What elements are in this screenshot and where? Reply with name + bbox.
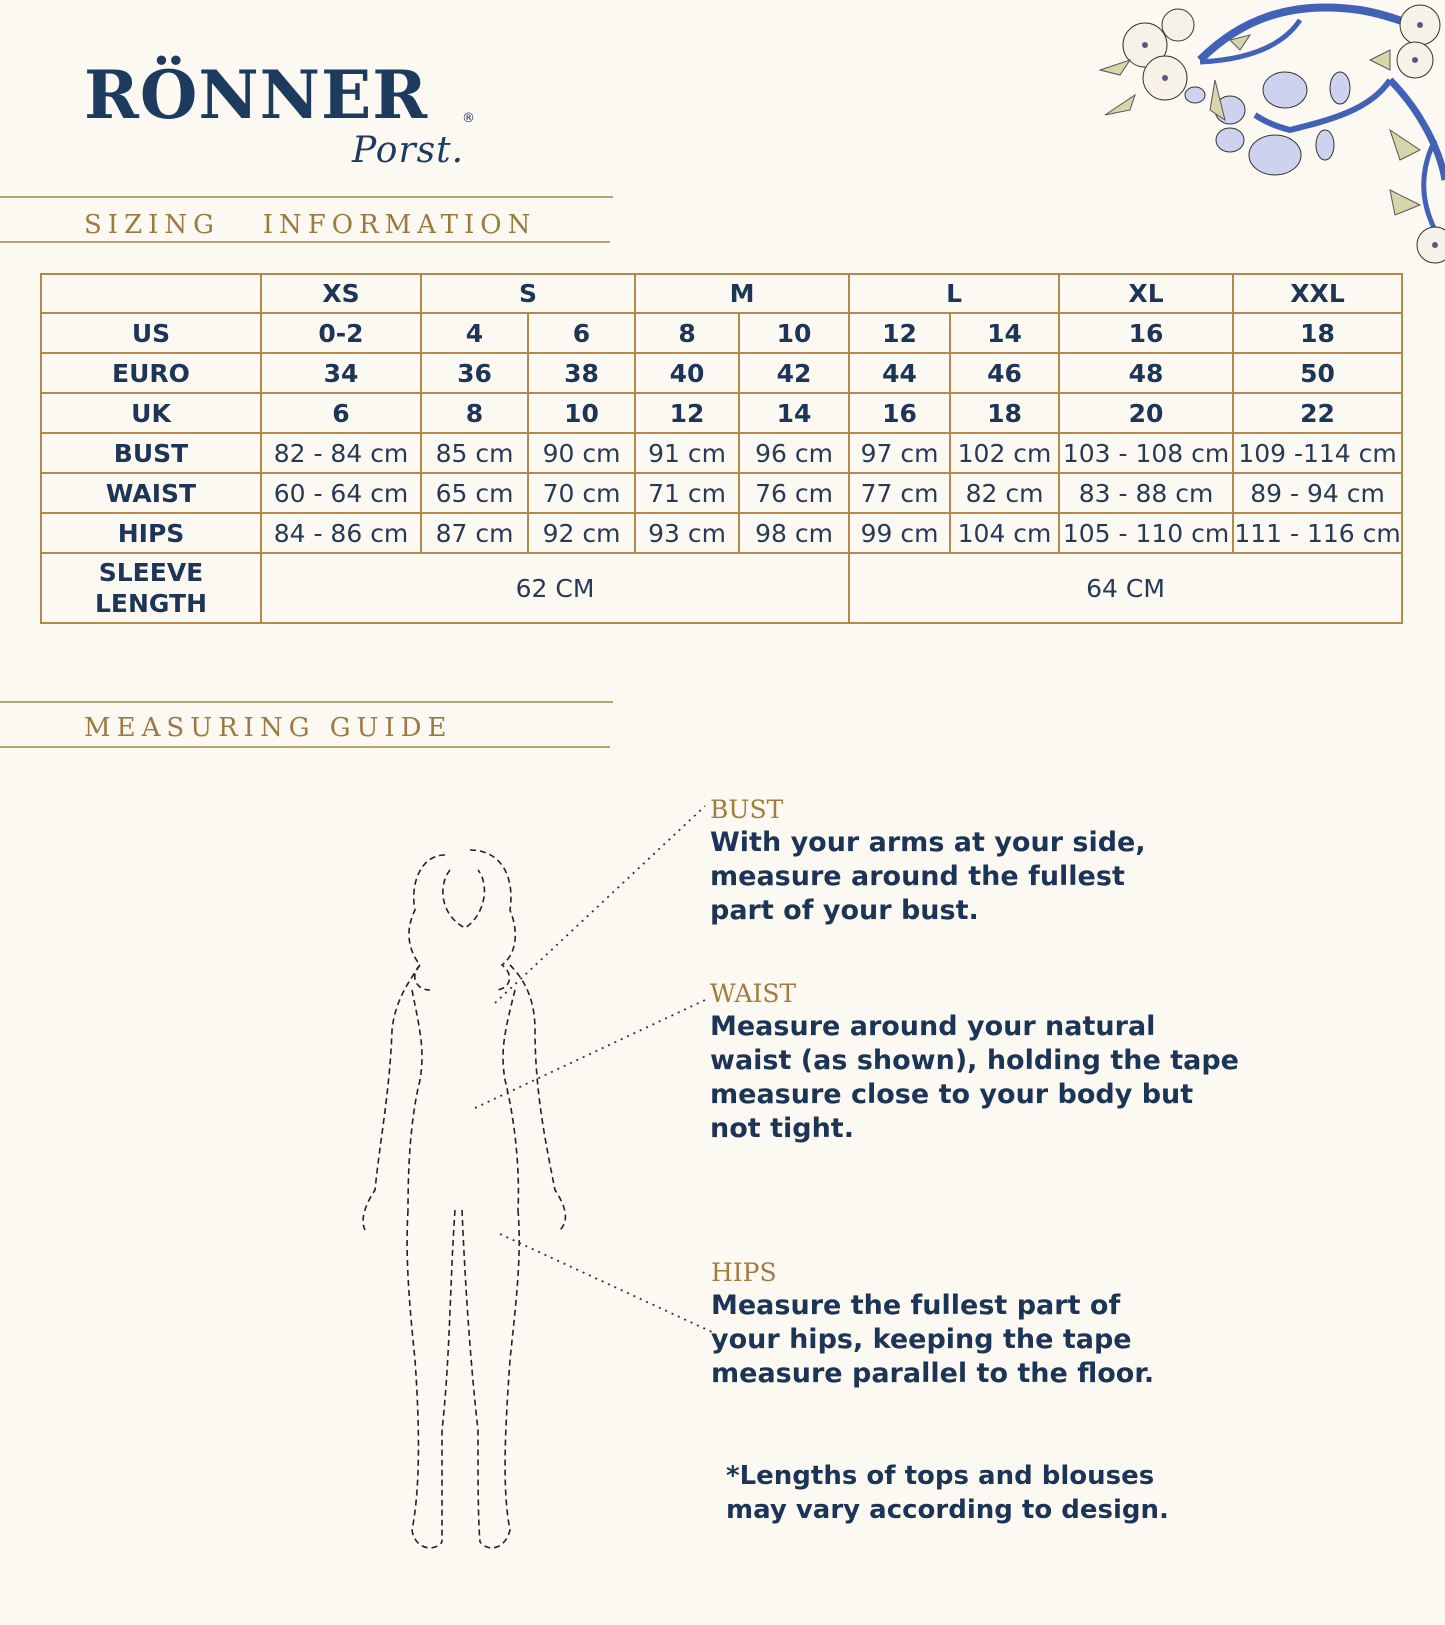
guide-text-waist: [710, 1010, 1239, 1146]
design-note: [726, 1459, 1169, 1527]
table-cell: 90 cm: [528, 433, 635, 473]
table-cell: 71 cm: [635, 473, 739, 513]
brand-subtitle: Porst.: [352, 130, 465, 171]
row-label: WAIST: [41, 473, 261, 513]
table-cell: 65 cm: [421, 473, 528, 513]
guide-line: measure close to your body but: [710, 1079, 1194, 1110]
brand-logo: RÖNNER: [84, 56, 429, 134]
sleeve-value-xs-m: 62 CM: [261, 553, 849, 623]
table-cell: 16: [1059, 313, 1233, 353]
table-cell: 89 - 94 cm: [1233, 473, 1402, 513]
table-cell: 14: [950, 313, 1059, 353]
row-label: UK: [41, 393, 261, 433]
guide-text-hips: [711, 1289, 1154, 1391]
table-cell: 46: [950, 353, 1059, 393]
table-cell: 77 cm: [849, 473, 950, 513]
table-cell: 111 - 116 cm: [1233, 513, 1402, 553]
divider: [0, 746, 610, 748]
sleeve-value-l-xxl: 64 CM: [849, 553, 1402, 623]
section-title-measuring-guide: MEASURING GUIDE: [84, 713, 453, 743]
table-cell: 48: [1059, 353, 1233, 393]
table-cell: 85 cm: [421, 433, 528, 473]
table-cell: 103 - 108 cm: [1059, 433, 1233, 473]
table-cell: 22: [1233, 393, 1402, 433]
table-cell: 84 - 86 cm: [261, 513, 421, 553]
guide-line: your hips, keeping the tape: [711, 1324, 1132, 1355]
size-header-row: [41, 274, 1402, 313]
table-cell: 93 cm: [635, 513, 739, 553]
table-cell: 104 cm: [950, 513, 1059, 553]
size-chart-table: [40, 273, 1403, 624]
divider: [0, 241, 610, 243]
table-cell: 36: [421, 353, 528, 393]
table-cell: 4: [421, 313, 528, 353]
table-cell: 82 cm: [950, 473, 1059, 513]
size-header-s: S: [421, 274, 635, 313]
guide-line: Measure around your natural: [710, 1011, 1156, 1042]
floral-branch-decoration: [1090, 0, 1445, 300]
table-cell: 99 cm: [849, 513, 950, 553]
table-cell: 91 cm: [635, 433, 739, 473]
table-cell: 87 cm: [421, 513, 528, 553]
sleeve-label-line2: LENGTH: [95, 589, 207, 618]
guide-line: part of your bust.: [710, 895, 979, 926]
table-cell: 70 cm: [528, 473, 635, 513]
row-label: HIPS: [41, 513, 261, 553]
row-label: BUST: [41, 433, 261, 473]
table-cell: 102 cm: [950, 433, 1059, 473]
table-cell: 44: [849, 353, 950, 393]
divider: [0, 196, 613, 198]
guide-label-hips: HIPS: [711, 1258, 777, 1287]
guide-label-bust: BUST: [710, 795, 784, 824]
table-cell: 83 - 88 cm: [1059, 473, 1233, 513]
table-cell: 8: [635, 313, 739, 353]
guide-line: With your arms at your side,: [710, 827, 1146, 858]
size-header-l: L: [849, 274, 1059, 313]
table-row-bust: [41, 433, 1402, 473]
table-cell: 98 cm: [739, 513, 849, 553]
table-cell: 38: [528, 353, 635, 393]
table-row-us: [41, 313, 1402, 353]
divider: [0, 701, 613, 703]
table-row-waist: [41, 473, 1402, 513]
table-cell: 42: [739, 353, 849, 393]
table-row-euro: [41, 353, 1402, 393]
table-cell: 20: [1059, 393, 1233, 433]
size-header-xl: XL: [1059, 274, 1233, 313]
table-cell: 12: [849, 313, 950, 353]
table-cell: 60 - 64 cm: [261, 473, 421, 513]
table-cell: 92 cm: [528, 513, 635, 553]
size-header-xs: XS: [261, 274, 421, 313]
table-cell: 34: [261, 353, 421, 393]
row-label: US: [41, 313, 261, 353]
table-cell: 18: [1233, 313, 1402, 353]
row-label: [41, 553, 261, 623]
section-title-sizing: SIZING INFORMATION: [84, 210, 537, 240]
table-row-uk: [41, 393, 1402, 433]
table-row-sleeve-length: [41, 553, 1402, 623]
table-cell: 14: [739, 393, 849, 433]
table-row-hips: [41, 513, 1402, 553]
table-cell: 12: [635, 393, 739, 433]
table-cell: 96 cm: [739, 433, 849, 473]
table-cell: 105 - 110 cm: [1059, 513, 1233, 553]
guide-line: measure around the fullest: [710, 861, 1125, 892]
table-cell: 40: [635, 353, 739, 393]
table-cell: 6: [261, 393, 421, 433]
size-header-xxl: XXL: [1233, 274, 1402, 313]
note-line: *Lengths of tops and blouses: [726, 1461, 1155, 1491]
table-cell: 82 - 84 cm: [261, 433, 421, 473]
body-figure-illustration: [350, 830, 590, 1560]
table-cell: 10: [739, 313, 849, 353]
guide-line: Measure the fullest part of: [711, 1290, 1121, 1321]
note-line: may vary according to design.: [726, 1495, 1169, 1525]
row-label: EURO: [41, 353, 261, 393]
guide-line: not tight.: [710, 1113, 854, 1144]
sleeve-label-line1: SLEEVE: [98, 557, 204, 587]
table-cell: 0-2: [261, 313, 421, 353]
size-header-m: M: [635, 274, 849, 313]
table-cell: 109 -114 cm: [1233, 433, 1402, 473]
guide-line: waist (as shown), holding the tape: [710, 1045, 1239, 1076]
table-cell: 18: [950, 393, 1059, 433]
guide-line: measure parallel to the floor.: [711, 1358, 1155, 1389]
table-cell: 16: [849, 393, 950, 433]
guide-text-bust: [710, 826, 1146, 928]
table-cell: 6: [528, 313, 635, 353]
registered-mark: ®: [462, 111, 475, 126]
corner-cell: [41, 274, 261, 313]
table-cell: 97 cm: [849, 433, 950, 473]
guide-label-waist: WAIST: [710, 979, 797, 1008]
table-cell: 10: [528, 393, 635, 433]
table-cell: 8: [421, 393, 528, 433]
table-cell: 50: [1233, 353, 1402, 393]
table-cell: 76 cm: [739, 473, 849, 513]
